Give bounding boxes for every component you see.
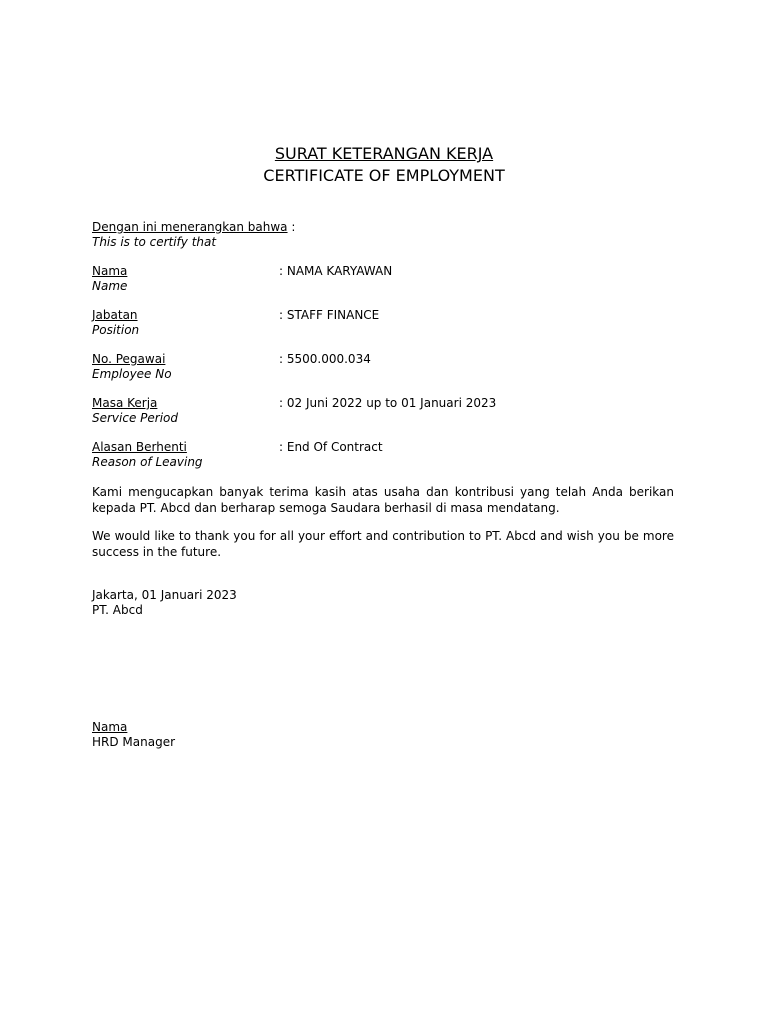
thanks-paragraph-indonesian: Kami mengucapkan banyak terima kasih atas usaha dan kontribusi yang telah Anda berikan kepada PT. Abcd dan berharap semoga Saudara berhasil di masa mendatang. bbox=[92, 485, 674, 515]
field-position-value: : STAFF FINANCE bbox=[279, 308, 380, 322]
field-service-period-label-english: Service Period bbox=[92, 411, 179, 425]
intro-line bbox=[92, 220, 295, 235]
field-employee-no-value: : 5500.000.034 bbox=[279, 352, 371, 366]
document-title-english: CERTIFICATE OF EMPLOYMENT bbox=[263, 166, 505, 185]
signatory-role: HRD Manager bbox=[92, 735, 176, 749]
field-name-value: : NAMA KARYAWAN bbox=[279, 264, 393, 278]
field-reason-value: : End Of Contract bbox=[279, 440, 383, 454]
intro-label-indonesian: Dengan ini menerangkan bahwa bbox=[92, 220, 288, 234]
field-name-label-english: Name bbox=[92, 279, 128, 293]
field-position-label: Jabatan bbox=[92, 308, 138, 322]
field-service-period-value: : 02 Juni 2022 up to 01 Januari 2023 bbox=[279, 396, 497, 410]
field-employee-no-label: No. Pegawai bbox=[92, 352, 166, 366]
field-reason-label: Alasan Berhenti bbox=[92, 440, 187, 454]
field-reason-label-english: Reason of Leaving bbox=[92, 455, 203, 469]
field-employee-no-label-english: Employee No bbox=[92, 367, 172, 381]
intro-label-english: This is to certify that bbox=[92, 235, 217, 249]
thanks-paragraph-english: We would like to thank you for all your effort and contribution to PT. Abcd and wish you be more success in the future. bbox=[92, 529, 674, 559]
field-name-label: Nama bbox=[92, 264, 128, 278]
signatory-name: Nama bbox=[92, 720, 128, 734]
field-position-label-english: Position bbox=[92, 323, 140, 337]
company-name: PT. Abcd bbox=[92, 603, 143, 617]
document-title-indonesian: SURAT KETERANGAN KERJA bbox=[274, 144, 494, 163]
intro-colon: : bbox=[287, 220, 296, 234]
place-date: Jakarta, 01 Januari 2023 bbox=[92, 588, 237, 602]
field-service-period-label: Masa Kerja bbox=[92, 396, 158, 410]
